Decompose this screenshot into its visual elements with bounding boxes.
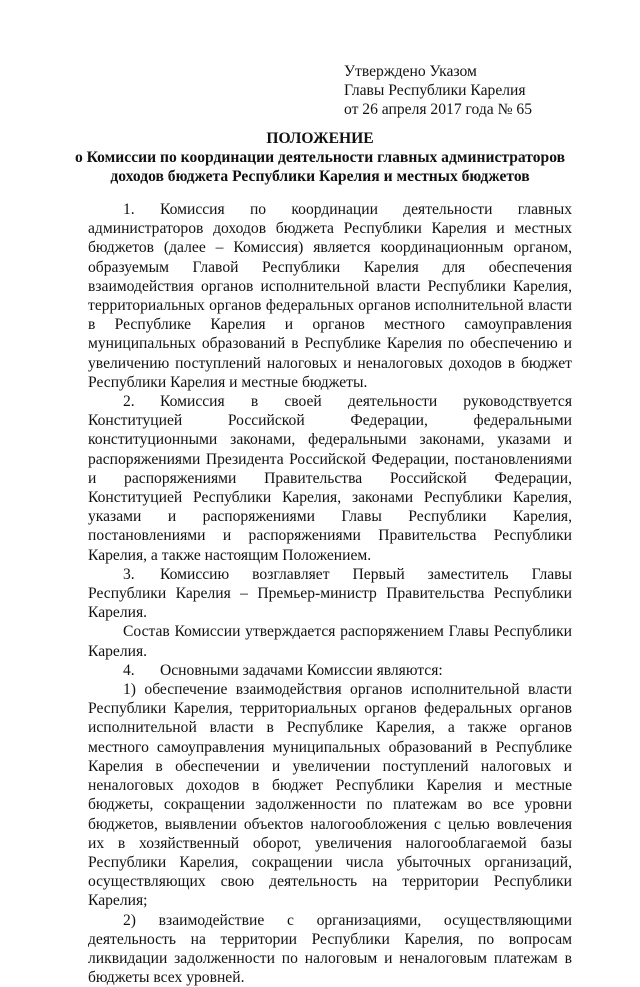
approval-line-3: от 26 апреля 2017 года № 65	[344, 101, 532, 118]
title-line-2: доходов бюджета Республики Карелия и местных бюджетов	[110, 168, 530, 185]
paragraph-2	[88, 392, 572, 565]
paragraph-3-number: 3.	[123, 565, 135, 583]
paragraph-4-number: 4.	[123, 661, 135, 679]
approval-line-1: Утверждено Указом	[344, 63, 477, 80]
paragraph-1	[88, 200, 572, 392]
paragraph-1-number: 1.	[123, 201, 135, 218]
document-body	[88, 200, 572, 987]
paragraph-4-item-1: 1) обеспечение взаимодействия органов исполнительной власти Республики Карелия, территориальных органов федеральных органов исполнительной власти в Республике Карелия, а также органов местного самоуправления муниципальных образований в Республике Карелия в обеспечении и увеличении поступлений налоговых и неналоговых доходов в бюджет Республики Карелия и местные бюджеты, сокращении задолженности по платежам во все уровни бюджетов, выявлении объектов налогообложения с целью вовлечения их в хозяйственный оборот, увеличения налогооблагаемой базы Республики Карелия, сокращении числа убыточных организаций, осуществляющих свою деятельность на территории Республики Карелия;	[88, 681, 572, 910]
paragraph-2-text: Комиссия в своей деятельности руководствуется Конституцией Российской Федерации, федеральными конституционными законами, федеральными законами, указами и распоряжениями Президента Российской Федерации, постановлениями и распоряжениями Правительства Российской Федерации, Конституцией Республики Карелия, законами Республики Карелия, указами и распоряжениями Главы Республики Карелия, постановлениями и распоряжениями Правительства Республики Карелия, а также настоящим Положением.	[88, 393, 572, 564]
paragraph-2-number: 2.	[123, 393, 135, 411]
title-heading: ПОЛОЖЕНИЕ	[266, 130, 374, 147]
paragraph-4-text: Основными задачами Комиссии являются:	[160, 661, 443, 679]
title-line-1: о Комиссии по координации деятельности главных администраторов	[74, 149, 566, 166]
approval-stamp	[344, 62, 532, 119]
paragraph-3	[88, 565, 572, 623]
document-title	[60, 129, 580, 186]
paragraph-1-text: Комиссия по координации деятельности главных администраторов доходов бюджета Республики Карелия и местных бюджетов (далее – Комиссия) является координационным органом, образуемым Главой Республики Карелия для обеспечения взаимодействия органов исполнительной власти Республики Карелия, территориальных органов федеральных органов исполнительной власти в Республике Карелия и органов местного самоуправления муниципальных образований в Республике Карелия по обеспечению и увеличению поступлений налоговых и неналоговых доходов в бюджет Республики Карелия и местные бюджеты.	[88, 201, 572, 391]
paragraph-4-item-2: 2) взаимодействие с организациями, осуществляющими деятельность на территории Республики Карелия, по вопросам ликвидации задолженности по налоговым и неналоговым платежам в бюджеты всех уровней.	[88, 911, 572, 987]
paragraph-3-text: Комиссию возглавляет Первый заместитель Главы Республики Карелия – Премьер-министр Правительства Республики Карелия.	[88, 565, 572, 622]
paragraph-3b: Состав Комиссии утверждается распоряжением Главы Республики Карелия.	[88, 623, 572, 660]
paragraph-4	[88, 661, 572, 680]
approval-line-2: Главы Республики Карелия	[344, 82, 526, 99]
